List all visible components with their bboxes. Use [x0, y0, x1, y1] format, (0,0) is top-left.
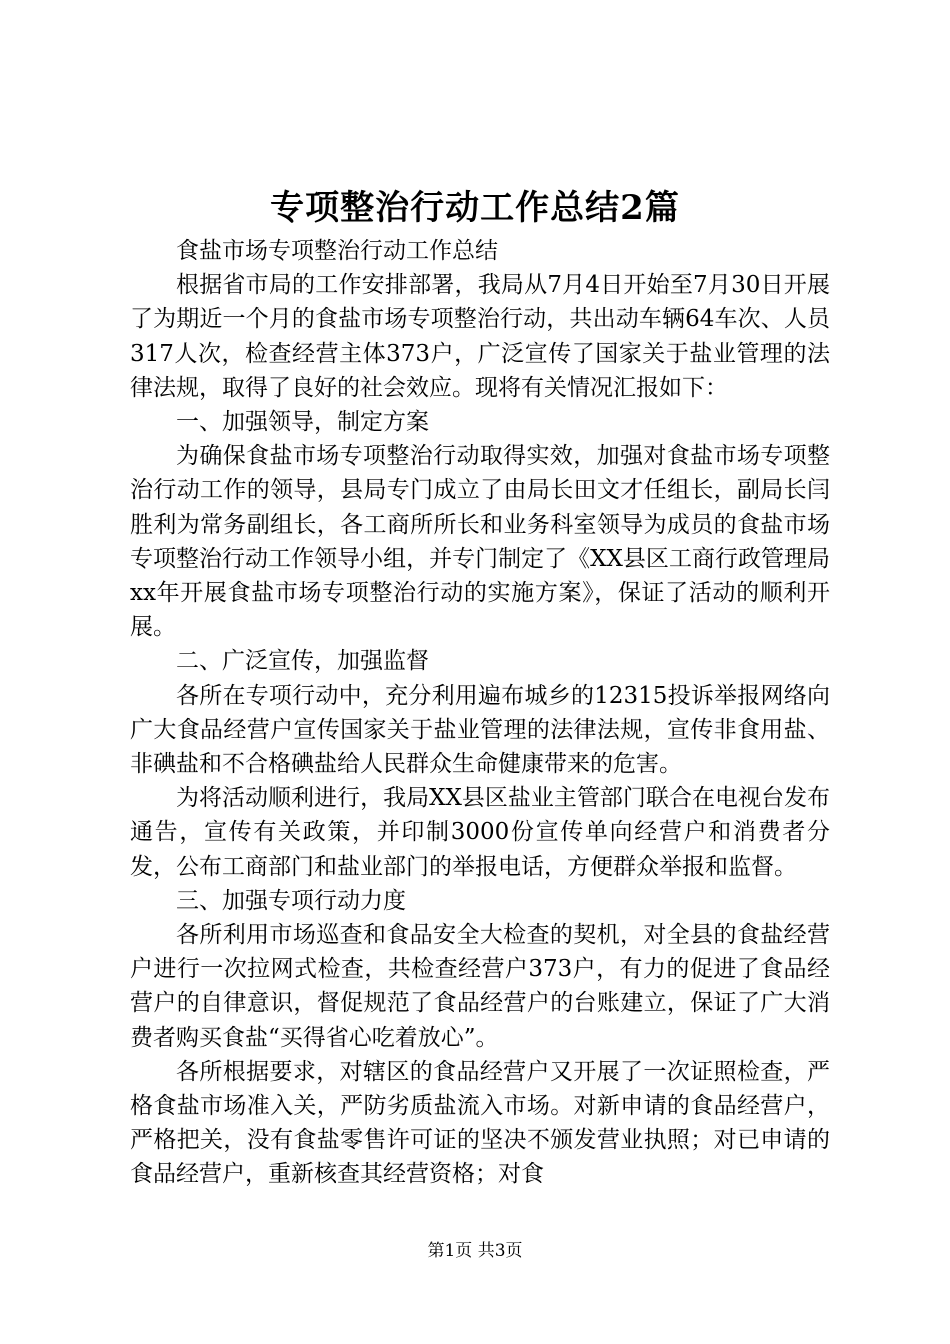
intro-paragraph: 根据省市局的工作安排部署，我局从7月4日开始至7月30日开展了为期近一个月的食盐市场专项整治行动，共出动车辆64车次、人员317人次，检查经营主体373户，广泛宣传了国家关于盐业管理的法律法规，取得了良好的社会效应。现将有关情况汇报如下：: [130, 272, 830, 401]
body-paragraph: 各所根据要求，对辖区的食品经营户又开展了一次证照检查，严格食盐市场准入关，严防劣质盐流入市场。对新申请的食品经营户，严格把关，没有食盐零售许可证的坚决不颁发营业执照；对已申请的食品经营户，重新核查其经营资格；对食: [130, 1058, 830, 1188]
body-paragraph: 为确保食盐市场专项整治行动取得实效，加强对食盐市场专项整治行动工作的领导，县局专门成立了由局长田文才任组长，副局长闫胜利为常务副组长，各工商所所长和业务科室领导为成员的食盐市场专项整治行动工作领导小组，并专门制定了《XX县区工商行政管理局xx年开展食盐市场专项整治行动的实施方案》，保证了活动的顺利开展。: [130, 443, 830, 641]
document-title: 专项整治行动工作总结2篇: [270, 188, 680, 228]
body-paragraph: 各所利用市场巡查和食品安全大检查的契机，对全县的食盐经营户进行一次拉网式检查，共检查经营户373户，有力的促进了食品经营户的自律意识，督促规范了食品经营户的台账建立，保证了广大消费者购买食盐“买得省心吃着放心”。: [130, 922, 830, 1051]
section-heading-3: 三、加强专项行动力度: [176, 887, 406, 914]
document-body: [130, 234, 830, 1192]
body-paragraph: 各所在专项行动中，充分利用遍布城乡的12315投诉举报网络向广大食品经营户宣传国家关于盐业管理的法律法规，宣传非食用盐、非碘盐和不合格碘盐给人民群众生命健康带来的危害。: [130, 682, 830, 778]
section-heading-2: 二、广泛宣传，加强监督: [176, 648, 429, 675]
subtitle-paragraph: 食盐市场专项整治行动工作总结: [176, 238, 498, 264]
page-footer: 第1页 共3页: [427, 1241, 523, 1261]
section-heading-1: 一、加强领导，制定方案: [176, 409, 429, 436]
body-paragraph: 为将活动顺利进行，我局XX县区盐业主管部门联合在电视台发布通告，宣传有关政策，并印制3000份宣传单向经营户和消费者分发，公布工商部门和盐业部门的举报电话，方便群众举报和监督。: [130, 785, 830, 880]
